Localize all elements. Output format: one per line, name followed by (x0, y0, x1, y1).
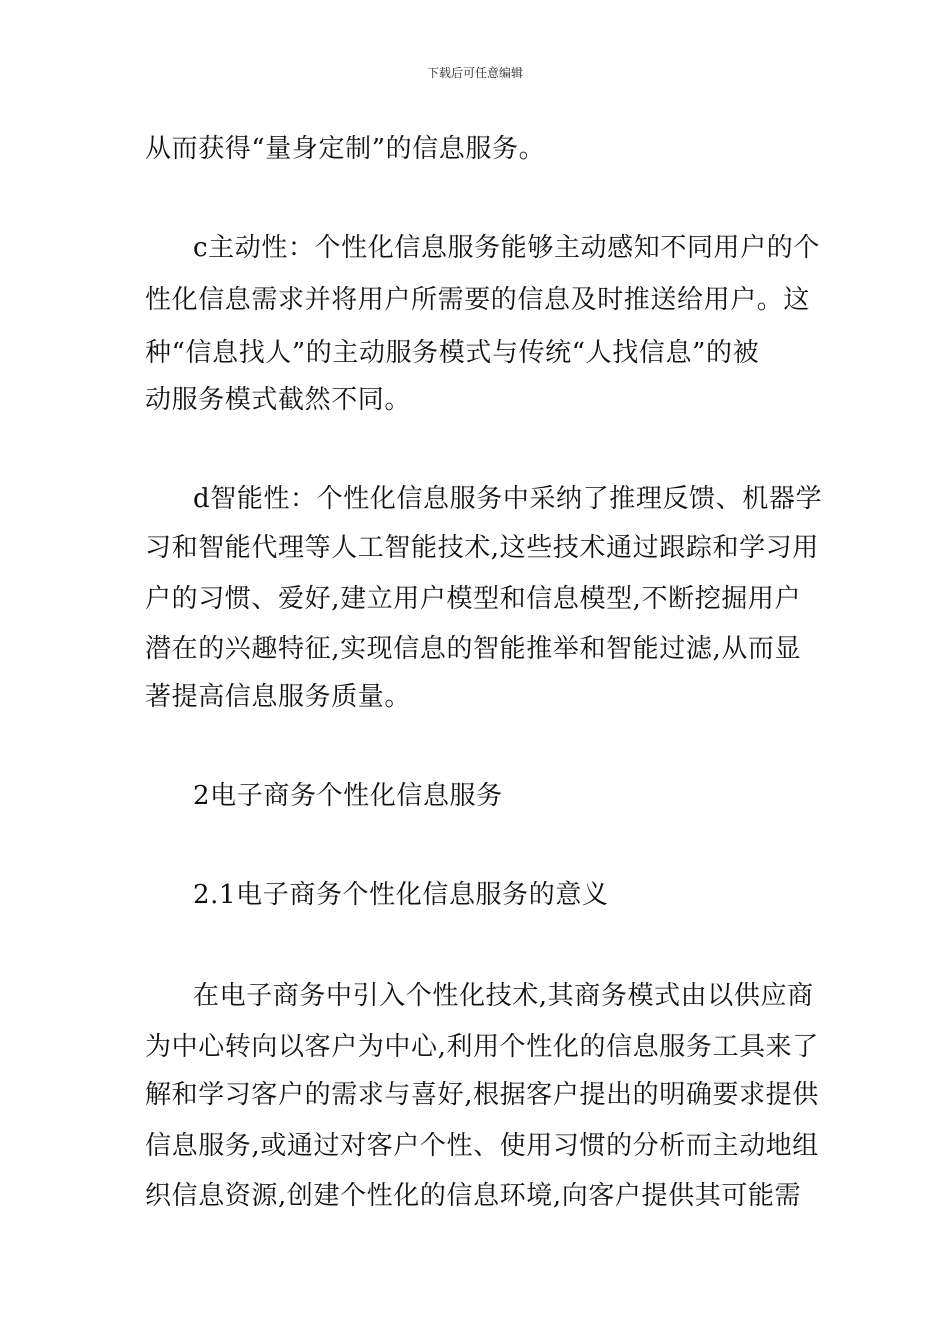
paragraph-line: 习和智能代理等人工智能技术,这些技术通过跟踪和学习用 (145, 533, 819, 563)
paragraph-line: 在电子商务中引入个性化技术,其商务模式由以供应商 (193, 981, 814, 1011)
paragraph-line: 户的习惯、爱好,建立用户模型和信息模型,不断挖掘用户 (145, 584, 802, 614)
paragraph-line: 性化信息需求并将用户所需要的信息及时推送给用户。这 (145, 285, 811, 315)
paragraph-line: 为中心转向以客户为中心,利用个性化的信息服务工具来了 (145, 1032, 819, 1062)
paragraph-line: 潜在的兴趣特征,实现信息的智能推举和智能过滤,从而显 (145, 634, 802, 664)
paragraph-line: 著提高信息服务质量。 (145, 682, 412, 712)
subsection-heading: 2.1电子商务个性化信息服务的意义 (193, 880, 609, 910)
paragraph-line: c主动性：个性化信息服务能够主动感知不同用户的个 (193, 233, 820, 263)
paragraph-line: 从而获得“量身定制”的信息服务。 (145, 134, 546, 164)
paragraph-line: d智能性：个性化信息服务中采纳了推理反馈、机器学 (193, 484, 823, 514)
section-heading: 2电子商务个性化信息服务 (193, 781, 503, 811)
paragraph-line: 织信息资源,创建个性化的信息环境,向客户提供其可能需 (145, 1181, 802, 1211)
page-header: 下载后可任意编辑 (426, 66, 523, 80)
paragraph-line: 信息服务,或通过对客户个性、使用习惯的分析而主动地组 (145, 1131, 819, 1161)
paragraph-line: 动服务模式截然不同。 (145, 385, 412, 415)
paragraph-line: 解和学习客户的需求与喜好,根据客户提出的明确要求提供 (145, 1080, 819, 1110)
paragraph-line: 种“信息找人”的主动服务模式与传统“人找信息”的被 (145, 338, 760, 368)
